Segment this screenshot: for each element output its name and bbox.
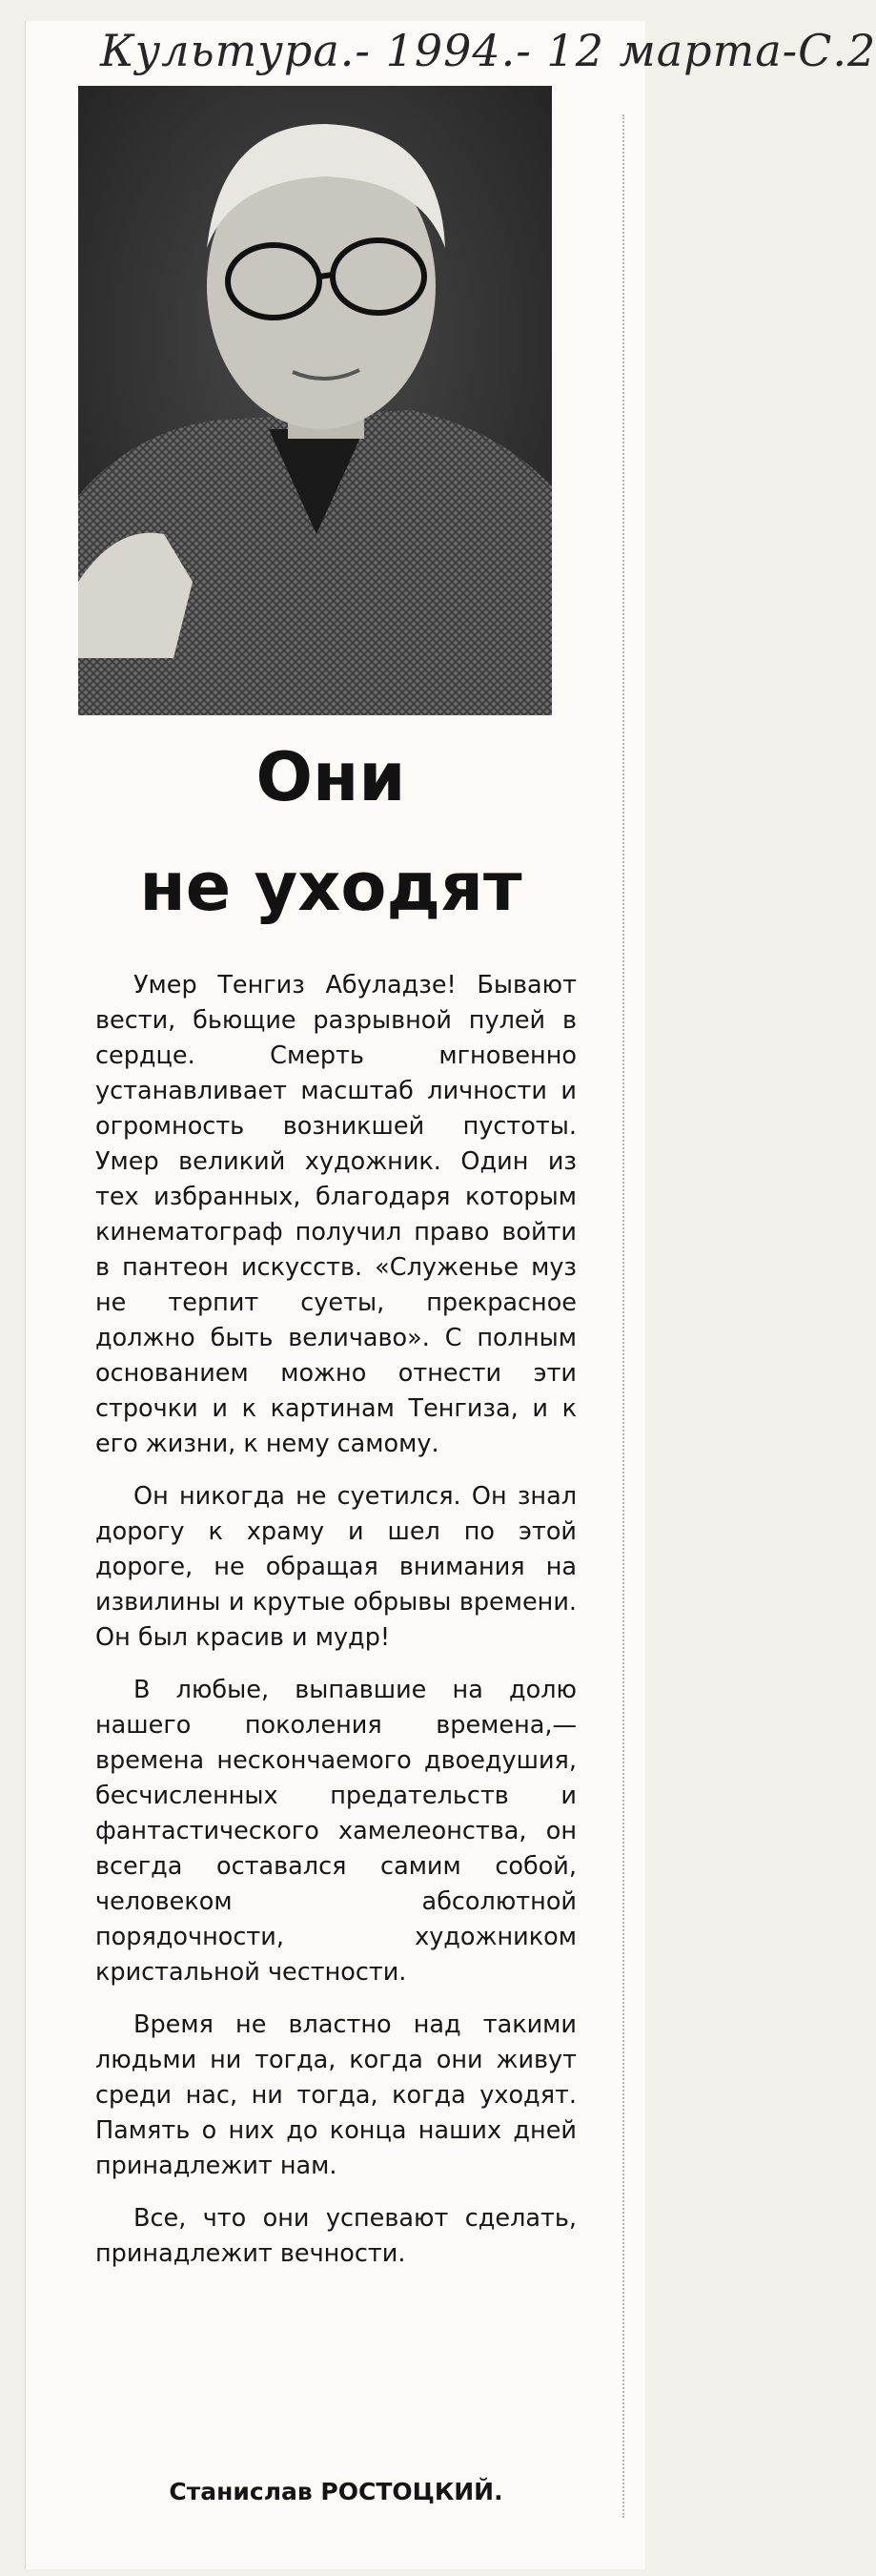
portrait-photo	[78, 86, 552, 715]
paragraph-3: В любые, выпавшие на долю нашего поколения времена,— времена нескончаемого двоедушия, бесчисленных предательств и фантастического хамелеонства, он всегда оставался самим собой, человеком абсолютной порядочности, художником кристальной честности.	[95, 1676, 577, 1987]
paragraph-4: Время не властно над такими людьми ни тогда, когда они живут среди нас, ни тогда, когда уходят. Память о них до конца наших дней принадлежит нам.	[95, 2010, 577, 2180]
paragraph-1: Умер Тенгиз Абуладзе! Бывают вести, бьющие разрывной пулей в сердце. Смерть мгновенно устанавливает масштаб личности и огромность возникшей пустоты. Умер великий художник. Один из тех избранных, благодаря которым кинематограф получил право войти в пантеон искусств. «Служенье муз не терпит суеты, прекрасное должно быть величаво». С полным основанием можно отнести эти строчки и к картинам Тенгиза, и к его жизни, к нему самому.	[95, 971, 577, 1458]
paragraph-2: Он никогда не суетился. Он знал дорогу к храму и шел по этой дороге, не обращая внимания на извилины и крутые обрывы времени. Он был красив и мудр!	[95, 1482, 577, 1652]
paragraph-5: Все, что они успевают сделать, принадлежит вечности.	[95, 2204, 577, 2268]
headline-line-2: не уходят	[139, 848, 522, 926]
headline-line-1: Они	[255, 738, 406, 816]
article-body	[95, 968, 577, 2289]
handwritten-source-note: Культура.- 1994.- 12 марта-С.2	[100, 25, 876, 76]
torn-edge	[622, 114, 638, 2518]
author-signature: Станислав РОСТОЦКИЙ.	[169, 2478, 503, 2505]
